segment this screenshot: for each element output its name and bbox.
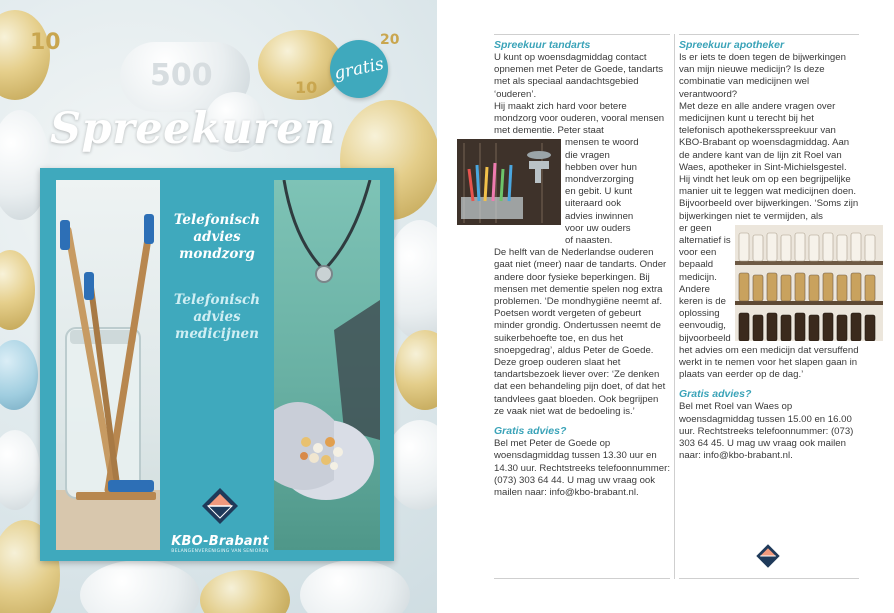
text-line: voor uw ouders: [565, 222, 631, 234]
paragraph: Is er iets te doen tegen de bijwerkingen van mijn nieuwe medicijn? Is deze combinatie van medicijnen wel verantwoord?: [679, 52, 846, 100]
text-line: bepaald: [679, 259, 714, 271]
paragraph: Bel met Roel van Waes op woensdagmiddag tussen 15.00 en 16.00 uur. Rechtstreeks telefoonnummer: (073) 303 64 45. U mag uw vraag ook mailen naar: info@kbo-brabant.nl.: [679, 401, 854, 462]
text-line: oplossing: [679, 308, 720, 320]
pill-number: 10: [30, 30, 61, 55]
toothbrush-cup-illustration: [457, 139, 561, 225]
kbo-logo: [168, 486, 272, 554]
section-heading: Gratis advies?: [494, 425, 567, 438]
wrapped-text: [565, 137, 670, 247]
column-top-rule: [494, 34, 670, 35]
text-line: en gebit. U kunt: [565, 186, 633, 198]
logo-subtitle: BELANGENVERENIGING VAN SENIOREN: [171, 549, 269, 554]
gratis-badge: gratis: [325, 35, 394, 104]
doctor-pills-photo: [274, 180, 380, 550]
text-line: voor een: [679, 247, 717, 259]
text-line: medicijn.: [679, 271, 717, 283]
paragraph: De helft van de Nederlandse ouderen gaat niet (meer) naar de tandarts. Onder andere door fysieke beperkingen. Bij mensen met dementie spelen nog extra problemen. ‘De mondhygiëne neemt af. Poetsen wordt vergeten of gebeurt minder grondig. Ondertussen neemt de suikerbehoefte toe, en dus het snoepgedrag’, aldus Peter de Goede. Deze groep ouderen slaat het tandartsbezoek liever over: ‘Ze denken dat een behandeling pijn doet, of dat het tandvlees gaat bloeden. Ook begrijpen ze vaak niet wat de bedoeling is.’: [494, 247, 667, 417]
flyer-heading-mondzorg: [160, 212, 274, 263]
flyer-heading-medicijnen: [160, 292, 274, 343]
flyer-heading-line: advies: [193, 229, 241, 245]
pill-number: 10: [295, 78, 318, 97]
paragraph: U kunt op woensdagmiddag contact opnemen met Peter de Goede, tandarts met als speciaal aandachtsgebied ‘ouderen’.: [494, 52, 664, 100]
kbo-logo-icon: [200, 486, 240, 526]
kbo-small-logo-icon: [755, 543, 781, 569]
pill-decoration: [0, 250, 35, 330]
text-line: uiteraard ook: [565, 198, 621, 210]
flyer-heading-line: Telefonisch: [173, 212, 261, 228]
text-line: mondverzorging: [565, 174, 634, 186]
logo-text: KBO-Brabant: [171, 534, 269, 549]
text-line: advies inwinnen: [565, 210, 634, 222]
column-divider: [674, 34, 675, 579]
paragraph: Met deze en alle andere vragen over medicijnen kunt u terecht bij het telefonisch apothekersspreekuur van KBO-Brabant op woensdagmiddag. Aan de andere kant van de lijn zit Roel van Waes, apotheker in Sint-Michielsgestel. Hij vindt het leuk om op een begrijpelijke manier uit te leggen wat medicijnen doen. Bijvoorbeeld over bijwerkingen. ‘Soms zijn bijwerkingen niet te vermijden, als: [679, 100, 859, 222]
article-page: [437, 0, 894, 613]
pill-decoration: [80, 560, 200, 613]
pill-decoration: [0, 340, 38, 410]
pill-decoration: [300, 560, 410, 613]
section-heading: Spreekuur apotheker: [679, 39, 785, 51]
image-wrap-row: [679, 223, 859, 345]
text-line: alternatief is: [679, 235, 731, 247]
pharmacy-bottles-illustration: [735, 225, 883, 341]
doctor-illustration: [274, 180, 380, 550]
text-line: keren is de: [679, 296, 726, 308]
image-wrap-row: [494, 137, 670, 247]
flyer-heading-line: medicijnen: [175, 326, 259, 342]
pill-decoration: [0, 430, 40, 510]
pill-decoration: [200, 570, 290, 613]
pharmacy-shelves-photo: [735, 225, 883, 341]
pill-decoration: [395, 330, 437, 410]
text-line: bijvoorbeeld: [679, 332, 731, 344]
flyer-heading-line: Telefonisch: [173, 292, 261, 308]
pill-decoration: [0, 10, 50, 100]
flyer-card: [40, 168, 394, 561]
paragraph: het advies om een medicijn dat versuffend werkt in te nemen voor het slapen gaan in plaats van eerder op de dag.’: [679, 344, 859, 381]
text-line: Andere: [679, 283, 710, 295]
column-top-rule: [679, 34, 859, 35]
text-line: die vragen: [565, 149, 610, 161]
text-line: of naasten.: [565, 235, 613, 247]
paragraph: Hij maakt zich hard voor betere mondzorg voor ouderen, vooral mensen met dementie. Peter staat: [494, 100, 665, 137]
page-title: Spreekuren: [50, 104, 336, 154]
text-line: hebben over hun: [565, 161, 638, 173]
column-bottom-rule: [679, 578, 859, 579]
text-line: mensen te woord: [565, 137, 639, 149]
section-heading: Spreekuur tandarts: [494, 39, 591, 51]
pill-number: 500: [150, 58, 213, 93]
text-line: eenvoudig,: [679, 320, 726, 332]
section-heading: Gratis advies?: [679, 388, 752, 401]
toothbrush-jar-photo: [56, 180, 160, 550]
cover-page: [0, 0, 437, 613]
toothbrush-cup-photo: [457, 139, 561, 225]
paragraph: Bel met Peter de Goede op woensdagmiddag tussen 13.30 uur en 14.30 uur. Rechtstreeks telefoonnummer: (073) 303 64 44. U mag uw vraag ook mailen naar: info@kbo-brabant.nl.: [494, 438, 670, 498]
article-column-apotheker: [679, 38, 859, 463]
text-line: er geen: [679, 222, 712, 234]
toothbrush-illustration: [56, 180, 160, 550]
article-column-tandarts: [494, 38, 670, 499]
wrapped-text: [679, 223, 731, 345]
pill-number: 20: [380, 32, 400, 48]
flyer-heading-line: mondzorg: [179, 246, 255, 262]
column-bottom-rule: [494, 578, 670, 579]
flyer-heading-line: advies: [193, 309, 241, 325]
